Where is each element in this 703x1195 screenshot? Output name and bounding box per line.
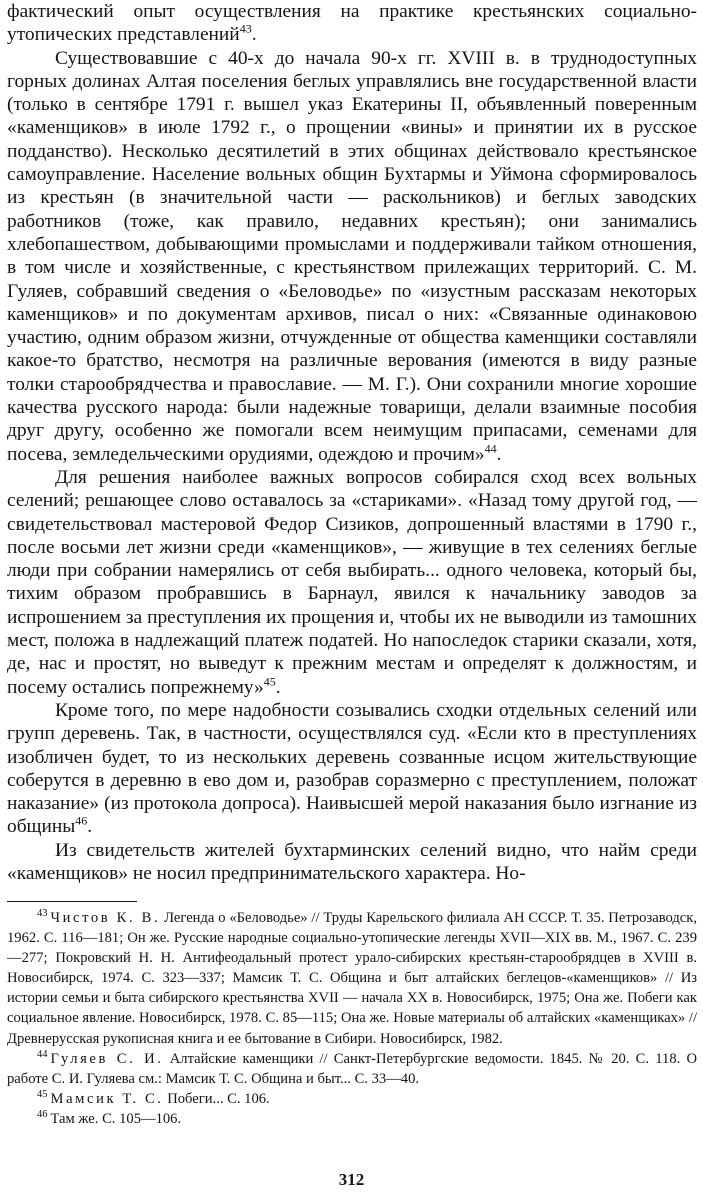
page-number: 312 — [338, 1170, 365, 1189]
footnote-44 — [7, 1049, 697, 1089]
paragraph-end-period: . — [251, 24, 257, 46]
footnote-number: 45 — [37, 1088, 48, 1100]
footnote-number: 44 — [37, 1048, 48, 1060]
footnote-number: 46 — [37, 1109, 48, 1121]
footnote-author: Мамсик Т. С. — [50, 1090, 164, 1107]
footnote-text: Алтайские каменщики // Санкт-Петербургские ведомости. 1845. № 20. С. 118. О работе С. И. Гуляева см.: Мамсик Т. С. Община и быт... С. 33—40. — [7, 1050, 697, 1087]
footnote-text: Побеги... С. 106. — [167, 1090, 270, 1107]
paragraph-1 — [7, 0, 697, 47]
paragraph-end-period: . — [87, 816, 93, 838]
paragraph-text: фактический опыт осуществления на практике крестьянских социально-утопических представлений — [7, 1, 697, 46]
paragraph-2 — [7, 47, 697, 466]
footnote-text: Легенда о «Беловодье» // Труды Карельского филиала АН СССР. Т. 35. Петрозаводск, 1962. С. 116—181; Он же. Русские народные социально-утопические легенды XVII—XIX вв. М., 1967. С. 239—277; Покровский Н. Н. Антифеодальный протест урало-сибирских крестьян-старообрядцев в XVIII в. Новосибирск, 1974. С. 323—337; Мамсик Т. С. Община и быт алтайских беглецов-«каменщиков» // Из истории семьи и быта сибирского крестьянства XVII — начала XX в. Новосибирск, 1975; Она же. Побеги как социальное явление. Новосибирск, 1978. С. 85—115; Она же. Новые материалы об алтайских «каменщиках» // Древнерусская рукописная книга и ее бытование в Сибири. Новосибирск, 1982. — [7, 910, 698, 1047]
paragraph-end-period: . — [275, 676, 281, 698]
paragraph-end-period: . — [496, 443, 502, 465]
footnote-divider — [7, 901, 137, 902]
paragraph-4 — [7, 699, 697, 839]
paragraph-text: Из свидетельств жителей бухтарминских селений видно, что найм среди «каменщиков» не носил предпринимательского характера. Но- — [7, 839, 697, 884]
note-ref-45: 45 — [263, 674, 276, 689]
footnotes — [7, 908, 697, 1129]
footnote-45 — [7, 1089, 697, 1109]
note-ref-43: 43 — [239, 21, 252, 36]
main-text — [7, 0, 697, 885]
footnote-46 — [7, 1109, 697, 1129]
paragraph-5 — [7, 839, 697, 886]
note-ref-46: 46 — [75, 813, 88, 828]
footnote-author: Гуляев С. И. — [50, 1050, 164, 1067]
paragraph-text: Существовавшие с 40-х до начала 90-х гг. XVIII в. в труднодоступных горных долинах Алтая поселения беглых управлялись вне государственной власти (только в сентябре 1791 г. вышел указ Екатерины II, объявленный поверенным «каменщиков» в июле 1792 г., о прощении «вины» и принятии их в русское подданство). Несколько десятилетий в этих общинах действовало крестьянское самоуправление. Население вольных общин Бухтармы и Уймона сформировалось из крестьян (в значительной части — раскольников) и беглых заводских работников (тоже, как правило, недавних крестьян); они занимались хлебопашеством, добывающими промыслами и поддерживали тайком отношения, в том числе и хозяйственные, с крестьянством прилежащих территорий. С. М. Гуляев, собравший сведения о «Беловодье» по «изустным рассказам некоторых каменщиков» и по документам архивов, писал о них: «Связанные одинаковою участию, одним образом жизни, отчужденные от общества каменщики составляли какое-то братство, несмотря на различные верования (имеются в виду разные толки старообрядчества и православие. — М. Г.). Они сохранили многие хорошие качества русского народа: были надежные товарищи, делали взаимные пособия друг другу, особенно же помогали всем неимущим припасами, семенами для посева, земледельческими орудиями, одеждою и прочим» — [7, 47, 697, 465]
note-ref-44: 44 — [484, 441, 497, 456]
footnote-author: Чистов К. В. — [50, 910, 161, 926]
paragraph-text: Для решения наиболее важных вопросов собирался сход всех вольных селений; решающее слово оставалось за «стариками». «Назад тому другой год, — свидетельствовал мастеровой Федор Сизиков, допрошенный властями в 1790 г., после восьми лет жизни среди «каменщиков», — живущие в тех селениях беглые люди при собрании намерялись от себя выбирать... одного человека, который бы, тихим образом пробравшись в Барнаул, явился к начальнику заводов за испрошением за преступления их прощения и, чтобы их не выводили из тамошних мест, положа в надлежащий платеж податей. Но напоследок старики сказали, хотя, де, нас и простят, но выведут к прежним местам и определят к должностям, и посему остались попрежнему» — [7, 466, 697, 698]
footnote-text: Там же. С. 105—106. — [50, 1110, 182, 1127]
footnote-43 — [7, 908, 697, 1049]
footnote-number: 43 — [37, 908, 48, 920]
paragraph-3 — [7, 466, 697, 699]
paragraph-text: Кроме того, по мере надобности созывались сходки отдельных селений или групп деревень. Так, в частности, осуществлялся суд. «Если кто в преступлениях изобличен будет, то из нескольких деревень созванные исцом жительствующие соберутся в деревню в ево дом и, разобрав соразмерно с преступлением, положат наказание» (из протокола допроса). Наивысшей мерой наказания было изгнание из общины — [7, 699, 697, 838]
